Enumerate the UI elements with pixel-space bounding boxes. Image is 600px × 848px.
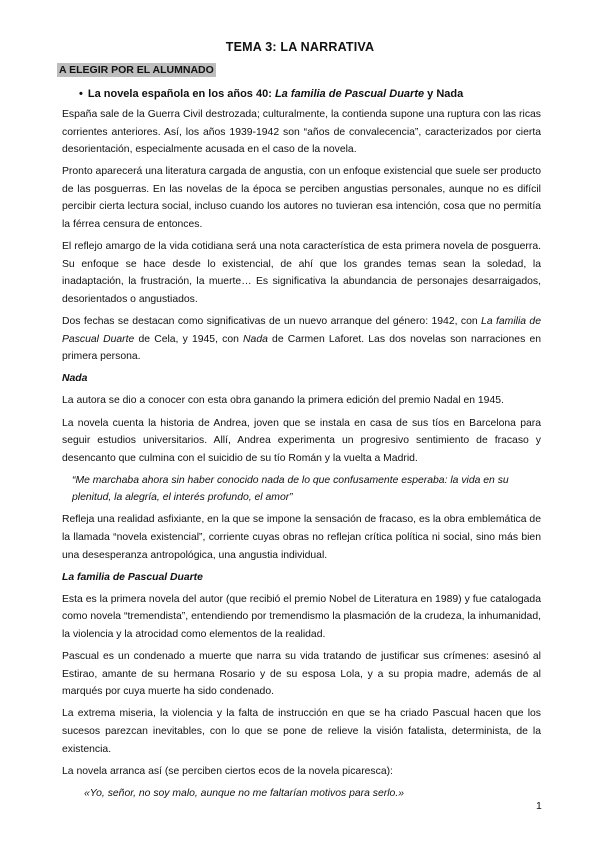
heading-suffix: y Nada bbox=[424, 88, 464, 100]
subheading-pascual: La familia de Pascual Duarte bbox=[62, 571, 203, 583]
paragraph-5: La autora se dio a conocer con esta obra ganando la primera edición del premio Nadal en 1945. bbox=[62, 395, 504, 407]
page-number: 1 bbox=[536, 800, 542, 812]
p4-text-c: de Cela, y 1945, con bbox=[134, 333, 244, 345]
paragraph-8: Esta es la primera novela del autor (que recibió el premio Nobel de Literatura en 1989) y fue catalogada como novela “tremendista”, entendiendo por tremendismo la plasmación de la crudeza, la inhumanidad, la violencia y la atrocidad como elementos de la realidad. bbox=[62, 593, 541, 641]
quote-pascual: «Yo, señor, no soy malo, aunque no me faltarían motivos para serlo.» bbox=[84, 787, 404, 799]
p4-title-pascual: La familia de Pascual Duarte bbox=[62, 316, 541, 345]
p4-text-e: de Carmen Laforet. Las dos novelas son narraciones en primera persona. bbox=[62, 333, 541, 363]
bullet-icon: • bbox=[79, 88, 83, 100]
paragraph-9: Pascual es un condenado a muerte que narra su vida tratando de justificar sus crímenes: asesinó al Estirao, amante de su hermana Rosario y de su esposa Lola, y a su propia madre, además de al marqués por cuya muerte ha sido condenado. bbox=[62, 651, 541, 698]
paragraph-6: La novela cuenta la historia de Andrea, joven que se instala en casa de sus tíos en Barcelona para seguir estudios universitarios. Allí, Andrea experimenta un progresivo sentimiento de fracaso y desencanto que culmina con el suicidio de su tío Román y la vuelta a Madrid. bbox=[62, 417, 541, 464]
subheading-nada: Nada bbox=[62, 373, 88, 385]
quote-nada: “Me marchaba ahora sin haber conocido nada de lo que confusamente esperaba: la vida en su plenitud, la alegría, el interés profundo, el amor” bbox=[72, 474, 509, 504]
section-heading bbox=[79, 88, 463, 100]
p4-text-a: Dos fechas se destacan como significativas de un nuevo arranque del género: 1942, con bbox=[62, 316, 482, 328]
paragraph-10: La extrema miseria, la violencia y la falta de instrucción en que se ha criado Pascual hacen que los sucesos parezcan inevitables, con lo que se pone de relieve la visión fatalista, determinista, de la existencia. bbox=[62, 708, 541, 755]
heading-title-italic: La familia de Pascual Duarte bbox=[274, 88, 425, 100]
section-tag: A ELEGIR POR EL ALUMNADO bbox=[59, 64, 214, 76]
page-title: TEMA 3: LA NARRATIVA bbox=[225, 40, 375, 54]
heading-prefix: La novela española en los años 40: bbox=[87, 88, 275, 100]
paragraph-2: Pronto aparecerá una literatura cargada de angustia, con un enfoque existencial que suele ser producto de las posguerras. En las novelas de la época se perciben angustias personales, aunque no es difícil percibir cierta lectura social, incluso cuando los autores no tuvieran esa intención, cosa que no permitía la férrea censura de entonces. bbox=[62, 166, 541, 231]
paragraph-11: La novela arranca así (se perciben ciertos ecos de la novela picaresca): bbox=[62, 765, 393, 777]
paragraph-1: España sale de la Guerra Civil destrozada; culturalmente, la contienda supone una ruptura con las ricas corrientes anteriores. Así, los años 1939-1942 son “años de convalecencia”, caracterizados por cierta desorientación, especialmente acusada en el caso de la novela. bbox=[62, 109, 541, 156]
paragraph-7: Refleja una realidad asfixiante, en la que se impone la sensación de fracaso, es la obra emblemática de la llamada “novela existencial”, corriente cuyas obras no reflejan crítica política ni social, sino más bien una desesperanza antropológica, una angustia individual. bbox=[62, 514, 541, 561]
paragraph-3: El reflejo amargo de la vida cotidiana será una nota característica de esta primera novela de posguerra. Su enfoque se hace desde lo existencial, de ahí que los grandes temas sean la soledad, la inadaptación, la frustración, la muerte… Es significativa la abundancia de personajes desarraigados, desorientados o angustiados. bbox=[62, 241, 541, 305]
paragraph-4 bbox=[62, 313, 541, 366]
p4-title-nada: Nada bbox=[243, 333, 268, 345]
body-text bbox=[62, 106, 541, 807]
